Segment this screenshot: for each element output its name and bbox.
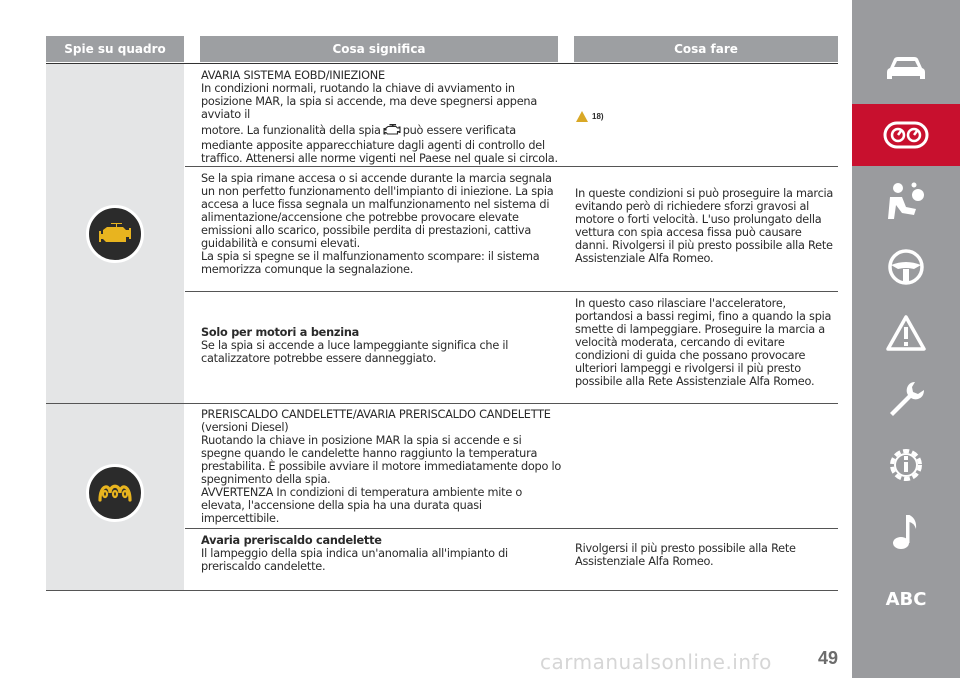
header-spie: Spie su quadro bbox=[46, 36, 184, 62]
car-icon bbox=[884, 54, 928, 84]
row1-significa bbox=[201, 69, 561, 165]
chapter-sidebar bbox=[852, 0, 960, 678]
info-gear-icon bbox=[885, 444, 927, 486]
sidebar-item-car[interactable] bbox=[852, 38, 960, 100]
airbag-person-icon bbox=[884, 181, 928, 221]
steering-wheel-icon bbox=[886, 247, 926, 287]
sidebar-item-maintenance[interactable] bbox=[852, 368, 960, 430]
row5-significa: Avaria preriscaldo candelette Il lampeggio della spia indica un'anomalia all'impianto di preriscaldo candelette. bbox=[201, 534, 508, 573]
sidebar-item-driving[interactable] bbox=[852, 236, 960, 298]
music-note-icon bbox=[891, 511, 921, 551]
page-number: 49 bbox=[818, 648, 839, 668]
table-header bbox=[46, 36, 838, 62]
engine-inline-icon bbox=[383, 124, 401, 139]
wrench-icon bbox=[885, 378, 927, 420]
row4-title: PRERISCALDO CANDELETTE/AVARIA PRERISCALDO CANDELETTE (versioni Diesel) bbox=[201, 408, 551, 434]
engine-check-icon bbox=[86, 205, 144, 263]
header-significa: Cosa significa bbox=[200, 36, 558, 62]
glow-plug-icon bbox=[86, 464, 144, 522]
abc-index-label: ABC bbox=[885, 588, 927, 610]
warning-triangle-icon bbox=[885, 314, 927, 352]
row4-significa: PRERISCALDO CANDELETTE/AVARIA PRERISCALDO CANDELETTE (versioni Diesel) Ruotando la chiave in posizione MAR la spia si accende e si spegne quando le candelette hanno raggiunto la temperatura prestabilita. È possibile avviare il motore immediatamente dopo lo spegnimento della spia. AVVERTENZA In condizioni di temperatura ambiente mite o elevata, l'accensione della spia ha una durata quasi impercettibile. bbox=[201, 408, 562, 525]
row3-subtitle: Solo per motori a benzina bbox=[201, 326, 359, 339]
sidebar-item-multimedia[interactable] bbox=[852, 500, 960, 562]
row5-fare: Rivolgersi il più presto possibile alla Rete Assistenziale Alfa Romeo. bbox=[575, 542, 796, 568]
row5-subtitle: Avaria preriscaldo candelette bbox=[201, 534, 382, 547]
sidebar-item-technical-data[interactable] bbox=[852, 434, 960, 496]
row3-significa: Solo per motori a benzina Se la spia si accende a luce lampeggiante significa che il catalizzatore potrebbe essere danneggiato. bbox=[201, 326, 509, 365]
sidebar-item-index[interactable] bbox=[852, 568, 960, 630]
header-fare: Cosa fare bbox=[574, 36, 838, 62]
row3-fare: In questo caso rilasciare l'acceleratore, portandosi a bassi regimi, fino a quando la spia smette di lampeggiare. Proseguire la marcia a velocità moderata, cercando di evitare condizioni di guida che possano provocare ulteriori lampeggi e rivolgersi il più presto possibile alla Rete Assistenziale Alfa Romeo. bbox=[575, 297, 832, 388]
note-reference: 18) bbox=[576, 111, 604, 122]
warning-triangle-small-icon bbox=[576, 111, 588, 122]
row2-fare: In queste condizioni si può proseguire la marcia evitando però di richiedere sforzi gravosi al motore o forti velocità. L'uso prolungato della vettura con spia accesa fissa può causare danni. Rivolgersi il più presto possibile alla Rete Assistenziale Alfa Romeo. bbox=[575, 187, 834, 265]
sidebar-item-emergency[interactable] bbox=[852, 302, 960, 364]
sidebar-item-dashboard[interactable] bbox=[852, 104, 960, 166]
sidebar-item-safety[interactable] bbox=[852, 170, 960, 232]
watermark: carmanualsonline.info bbox=[540, 650, 772, 674]
row1-text1: In condizioni normali, ruotando la chiave di avviamento in posizione MAR, la spia si accende, ma deve spegnersi appena avviato il bbox=[201, 82, 537, 121]
row1-title: AVARIA SISTEMA EOBD/INIEZIONE bbox=[201, 69, 385, 82]
dashboard-gauges-icon bbox=[883, 121, 929, 149]
row1-text2: motore. La funzionalità della spia può essere verificata mediante apposite apparecchiature dagli agenti di controllo del traffico. Attenersi alle norme vigenti nel Paese nel quale si circola. bbox=[201, 124, 558, 165]
row2-significa: Se la spia rimane accesa o si accende durante la marcia segnala un non perfetto funzionamento dell'impianto di iniezione. La spia accesa a luce fissa segnala un malfunzionamento nel sistema di alimentazione/accensione che potrebbe provocare elevate emissioni allo scarico, possibile perdita di prestazioni, cattiva guidabilità e consumi elevati. La spia si spegne se il malfunzionamento scompare: il sistema memorizza comunque la segnalazione. bbox=[201, 172, 554, 276]
